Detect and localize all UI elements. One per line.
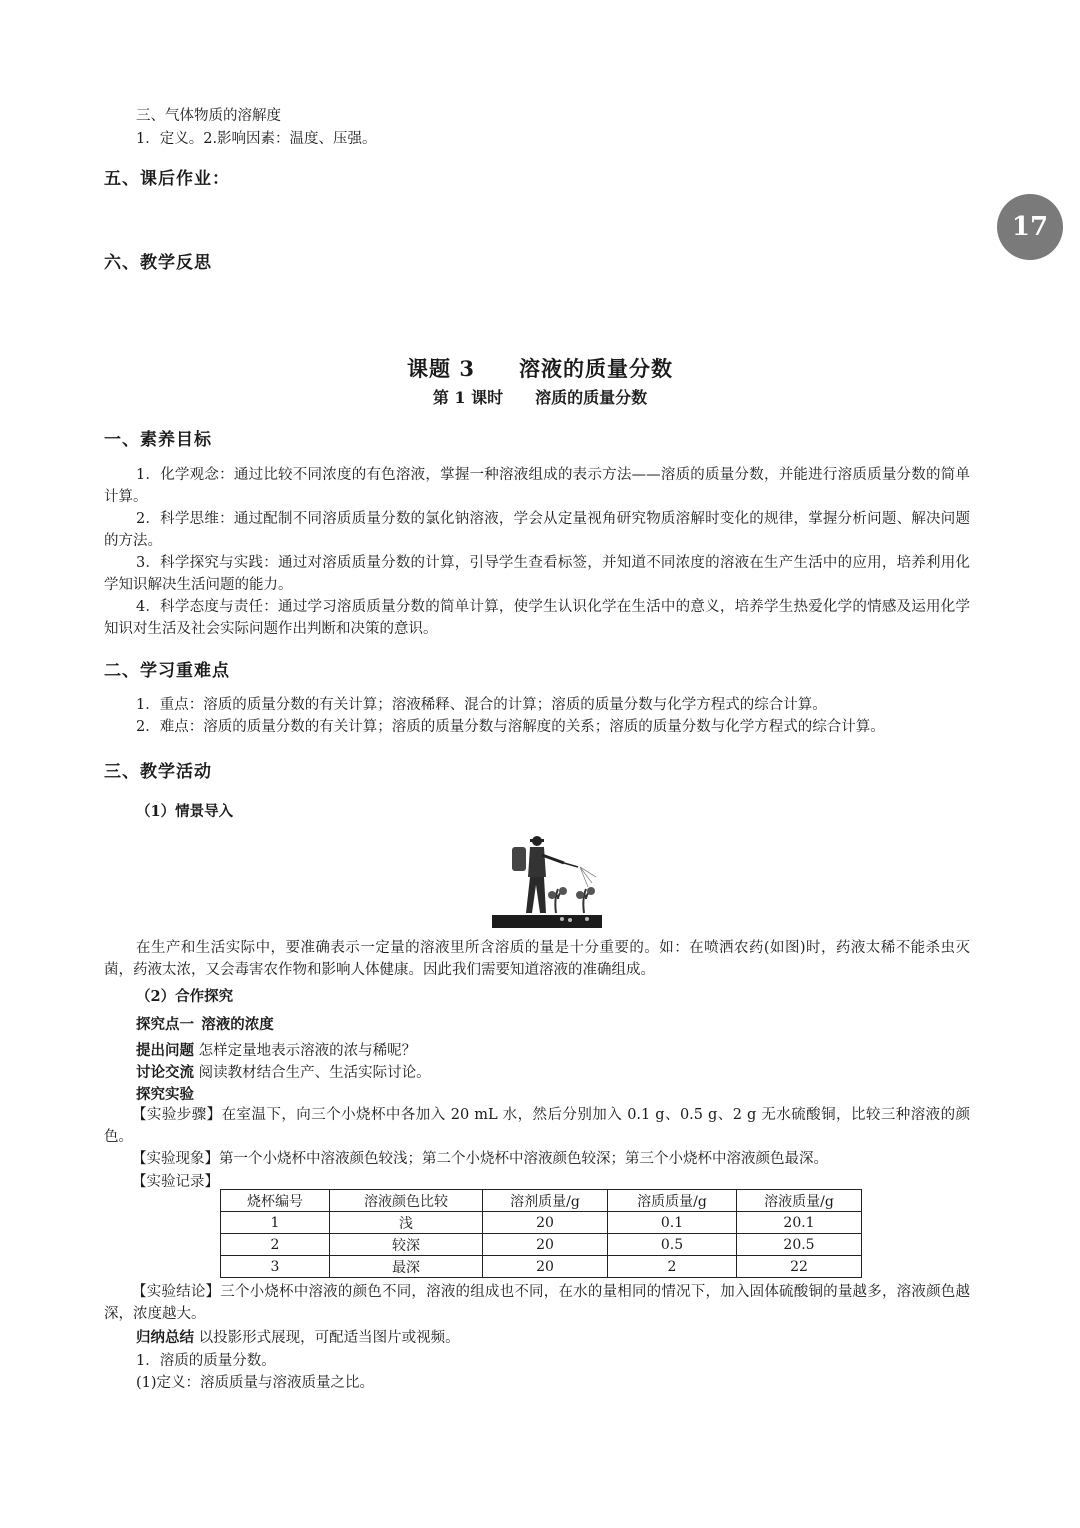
table-cell: 最深 (330, 1256, 483, 1278)
table-cell: 3 (221, 1256, 330, 1278)
discuss-label: 讨论交流 (136, 1064, 194, 1081)
mass-fraction-definition: (1)定义：溶质质量与溶液质量之比。 (136, 1375, 375, 1391)
goal-item: 4．科学态度与责任：通过学习溶质质量分数的简单计算，使学生认识化学在生活中的意义，培养学生热爱化学的情感及运用化学知识对生活及社会实际问题作出判断和决策的意识。 (104, 599, 970, 637)
phenomenon-text: 第一个小烧杯中溶液颜色较浅；第二个小烧杯中溶液颜色较深；第三个小烧杯中溶液颜色最深。 (219, 1151, 828, 1167)
table-cell: 2 (608, 1256, 737, 1278)
table-header-cell: 溶剂质量/g (483, 1190, 608, 1212)
steps-text: 在室温下，向三个小烧杯中各加入 20 mL 水，然后分别加入 0.1 g、0.5 g、2 g 无水硫酸铜，比较三种溶液的颜色。 (104, 1107, 971, 1145)
record-label: 【实验记录】 (132, 1174, 219, 1190)
table-cell: 0.1 (608, 1212, 737, 1234)
summary-line (136, 1326, 460, 1347)
table-cell: 20.5 (737, 1234, 862, 1256)
farmer-spraying-illustration (492, 833, 602, 928)
goal-item: 2．科学思维：通过配制不同溶质质量分数的氯化钠溶液，学会从定量视角研究物质溶解时变化的规律，掌握分析问题、解决问题的方法。 (104, 511, 970, 549)
conclusion-paragraph (104, 1281, 970, 1325)
table-cell: 22 (737, 1256, 862, 1278)
table-header-cell: 溶液质量/g (737, 1190, 862, 1212)
table-cell: 1 (221, 1212, 330, 1234)
gas-solubility-definition: 1．定义。2.影响因素：温度、压强。 (136, 131, 377, 147)
experiment-record-table (220, 1189, 862, 1278)
key-points-list (104, 694, 970, 738)
discuss-text: 阅读教材结合生产、生活实际讨论。 (198, 1065, 431, 1081)
table-cell: 较深 (330, 1234, 483, 1256)
table-row (221, 1212, 862, 1234)
key-point-item: 2．难点：溶质的质量分数的有关计算；溶质的质量分数与溶解度的关系；溶质的质量分数与化学方程式的综合计算。 (136, 719, 885, 735)
intro-heading: （1）情景导入 (136, 803, 234, 820)
question-text: 怎样定量地表示溶液的浓与稀呢？ (198, 1043, 417, 1059)
summary-label: 归纳总结 (136, 1329, 194, 1346)
phenomenon-paragraph (104, 1148, 970, 1170)
table-cell: 0.5 (608, 1234, 737, 1256)
table-cell: 20 (483, 1234, 608, 1256)
key-points-heading: 二、学习重难点 (104, 661, 230, 681)
section-gas-solubility: 三、气体物质的溶解度 (136, 108, 281, 124)
page-number-badge: 17 (997, 194, 1063, 260)
goal-item: 3．科学探究与实践：通过对溶质质量分数的计算，引导学生查看标签，并知道不同浓度的溶液在生产生活中的应用，培养利用化学知识解决生活问题的能力。 (104, 555, 970, 593)
phenomenon-label: 【实验现象】 (132, 1151, 219, 1167)
experiment-label: 探究实验 (136, 1086, 194, 1103)
steps-paragraph (104, 1104, 970, 1148)
summary-text: 以投影形式展现，可配适当图片或视频。 (198, 1330, 460, 1346)
activities-heading: 三、教学活动 (104, 762, 212, 782)
discuss-line (136, 1061, 431, 1082)
steps-label: 【实验步骤】 (132, 1107, 222, 1123)
table-cell: 浅 (330, 1212, 483, 1234)
goals-heading: 一、素养目标 (104, 430, 212, 450)
conclusion-label: 【实验结论】 (132, 1284, 221, 1300)
inquiry-point-1: 探究点一 溶液的浓度 (136, 1016, 274, 1033)
lesson-title: 课题 3 溶液的质量分数 (407, 356, 673, 381)
coop-heading: （2）合作探究 (136, 988, 234, 1005)
table-header-cell: 烧杯编号 (221, 1190, 330, 1212)
table-cell: 2 (221, 1234, 330, 1256)
table-cell: 20 (483, 1256, 608, 1278)
question-label: 提出问题 (136, 1042, 194, 1059)
question-line (136, 1039, 416, 1060)
key-point-item: 1．重点：溶质的质量分数的有关计算；溶液稀释、混合的计算；溶质的质量分数与化学方程式的综合计算。 (136, 697, 827, 713)
table-row (221, 1256, 862, 1278)
mass-fraction-item: 1．溶质的质量分数。 (136, 1353, 276, 1369)
homework-heading: 五、课后作业： (104, 169, 230, 189)
table-header-cell: 溶质质量/g (608, 1190, 737, 1212)
goal-item: 1．化学观念：通过比较不同浓度的有色溶液，掌握一种溶液组成的表示方法——溶质的质量分数，并能进行溶质质量分数的简单计算。 (104, 467, 970, 505)
intro-paragraph: 在生产和生活实际中，要准确表示一定量的溶液里所含溶质的量是十分重要的。如：在喷洒农药(如图)时，药液太稀不能杀虫灭菌，药液太浓，又会毒害农作物和影响人体健康。因此我们需要知道溶液的准确组成。 (104, 940, 970, 978)
table-header-row (221, 1190, 862, 1212)
goals-list (104, 464, 970, 640)
table-cell: 20 (483, 1212, 608, 1234)
lesson-subtitle: 第 1 课时 溶质的质量分数 (432, 388, 648, 407)
table-row (221, 1234, 862, 1256)
table-cell: 20.1 (737, 1212, 862, 1234)
reflection-heading: 六、教学反思 (104, 253, 212, 273)
conclusion-text: 三个小烧杯中溶液的颜色不同，溶液的组成也不同，在水的量相同的情况下，加入固体硫酸铜的量越多，溶液颜色越深，浓度越大。 (104, 1284, 970, 1322)
table-header-cell: 溶液颜色比较 (330, 1190, 483, 1212)
